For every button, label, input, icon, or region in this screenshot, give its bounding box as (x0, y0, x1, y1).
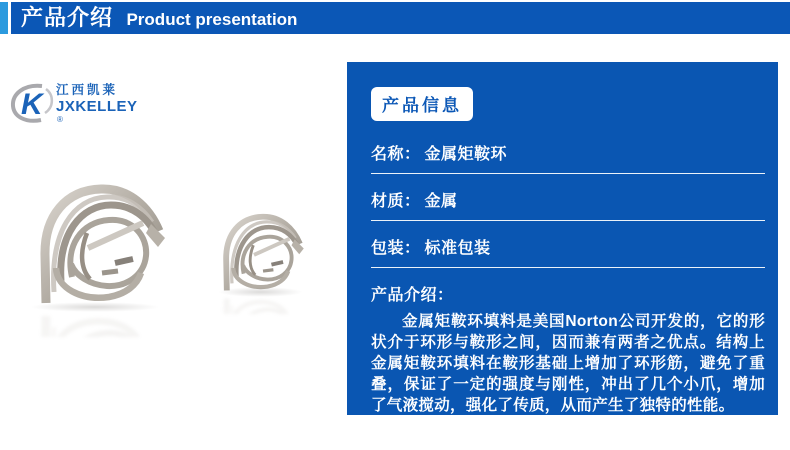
header-title-bar (11, 2, 790, 34)
page-title-cn: 产品介绍 (21, 5, 114, 30)
spec-value: 标准包装 (424, 240, 491, 257)
product-reflection-large (20, 309, 170, 337)
spec-label: 包装： (371, 240, 421, 257)
product-intro-text: 金属矩鞍环填料是美国Norton公司开发的，它的形状介于环形与鞍形之间，因而兼有两者之优点。结构上金属矩鞍环填料在鞍形基础上增加了环形筋，避免了重叠，保证了一定的强度与刚性，冲出了几个小爪，增加了气液搅动，强化了传质，从而产生了独特的性能。 (371, 313, 765, 414)
header-bar (0, 2, 790, 34)
product-info-badge: 产品信息 (371, 87, 473, 121)
header-accent-bar (0, 2, 8, 34)
product-intro-heading: 产品介绍： (371, 287, 454, 304)
product-photo-small (210, 198, 307, 295)
spec-label: 材质： (371, 193, 421, 210)
product-shadow-small (218, 287, 303, 297)
product-photo-large (20, 160, 170, 310)
registered-trademark-symbol: ® (57, 115, 63, 125)
spec-value: 金属矩鞍环 (424, 146, 508, 163)
spec-row-name (371, 127, 765, 174)
spec-label: 名称： (371, 146, 421, 163)
spec-row-material (371, 174, 765, 221)
logo-text (56, 84, 138, 133)
product-info-panel (347, 62, 778, 415)
logo-company-cn: 江西凯莱 (56, 83, 119, 97)
spec-value: 金属 (424, 193, 458, 210)
page-title-en: Product presentation (126, 10, 298, 29)
logo-monogram: K (21, 88, 43, 121)
product-shadow-large (30, 302, 160, 312)
logo-swoosh-icon (8, 80, 58, 126)
brand-logo (8, 80, 138, 130)
product-reflection-small (210, 294, 307, 314)
spec-table (371, 127, 765, 268)
logo-company-en: JXKELLEY (56, 97, 138, 115)
spec-row-packaging (371, 221, 765, 268)
